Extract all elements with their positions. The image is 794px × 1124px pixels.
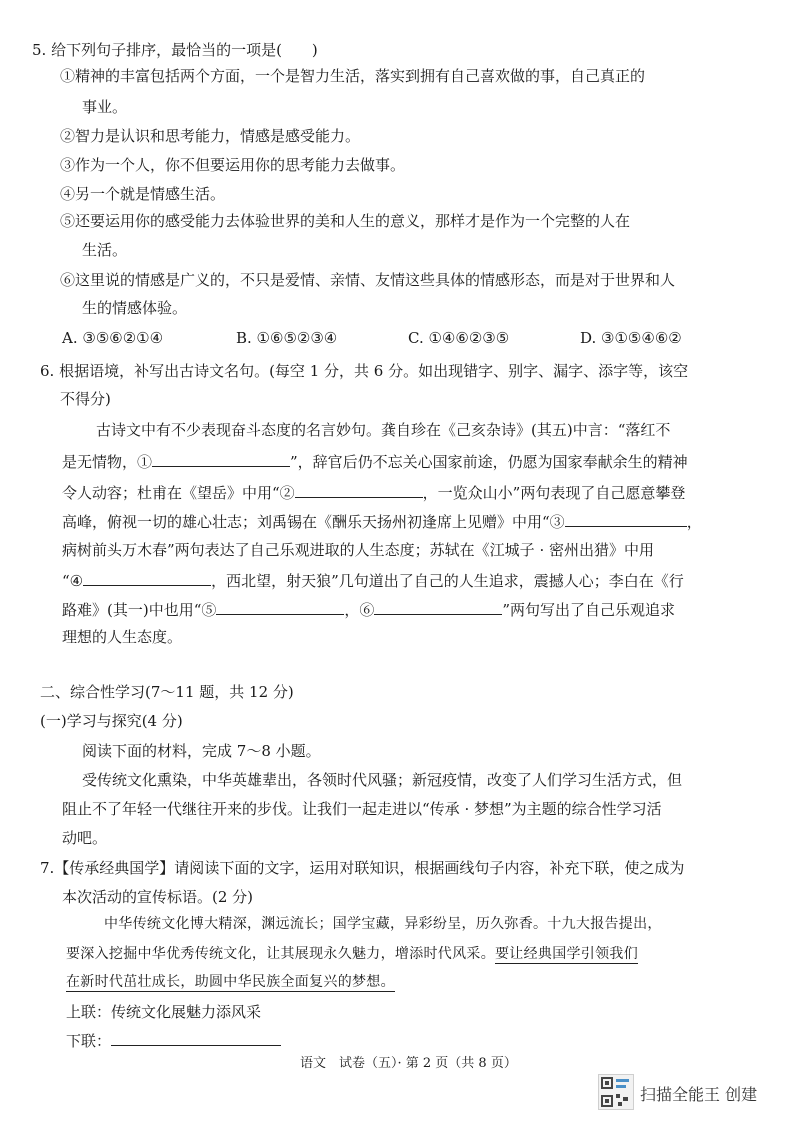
q5-option-c: C. ①④⑥②③⑤ (408, 329, 510, 347)
q5-sentence-5: ⑤还要运用你的感受能力去体验世界的美和人生的意义，那样才是作为一个完整的人在 (60, 212, 631, 230)
scanner-logo-icon (598, 1074, 634, 1110)
q7-lower-label: 下联： (66, 1032, 112, 1050)
q5-sentence-6-cont: 生的情感体验。 (82, 299, 188, 317)
q6-stem: 6. 根据语境，补写出古诗文名句。(每空 1 分，共 6 分。如出现错字、别字、漏字、添字等，该空 (40, 362, 689, 380)
q6-text: ，一览众山小”两句表现了自己愿意攀登 (422, 484, 686, 502)
q7-underlined-sentence: 要让经典国学引领我们 (495, 946, 638, 962)
q6-passage-line-6 (62, 569, 684, 591)
q6-stem-cont: 不得分) (60, 390, 111, 408)
page-footer: 语文 试卷（五）· 第 2 页（共 8 页） (300, 1056, 517, 1071)
q5-option-b: B. ①⑥⑤②③④ (236, 329, 338, 347)
q6-blank-1[interactable] (152, 450, 290, 467)
q6-text: 是无情物，① (62, 453, 153, 471)
material-line-1: 受传统文化熏染，中华英雄辈出，各领时代风骚；新冠疫情，改变了人们学习生活方式，但 (82, 771, 683, 789)
material-line-3: 动吧。 (62, 829, 108, 847)
q6-text: ”，辞官后仍不忘关心国家前途，仍愿为国家奉献余生的精神 (290, 453, 688, 471)
qr-icon (599, 1075, 633, 1109)
q7-text-line-1: 中华传统文化博大精深，渊远流长；国学宝藏，异彩纷呈，历久弥香。十九大报告提出， (104, 916, 662, 932)
q6-text: 令人动容；杜甫在《望岳》中用“② (62, 484, 295, 502)
section-2-title: 二、综合性学习(7～11 题，共 12 分) (40, 683, 294, 701)
q6-text: ， (686, 513, 702, 531)
q6-text: ，西北望，射天狼”几句道出了自己的人生追求，震撼人心；李白在《行 (211, 572, 684, 590)
q6-blank-5[interactable] (216, 598, 344, 615)
q7-stem: 7.【传承经典国学】请阅读下面的文字，运用对联知识，根据画线句子内容，补充下联，使之成为 (40, 859, 685, 877)
q5-option-d: D. ③①⑤④⑥② (580, 329, 682, 347)
q7-text-line-3 (66, 972, 395, 992)
q6-passage-line-3 (62, 481, 685, 503)
section-2-intro: 阅读下面的材料，完成 7～8 小题。 (82, 742, 321, 760)
q7-underlined-sentence-cont: 在新时代茁壮成长，助圆中华民族全面复兴的梦想。 (66, 974, 395, 990)
q6-blank-6[interactable] (374, 598, 502, 615)
q7-lower-blank[interactable] (111, 1029, 281, 1046)
q6-passage-line-2 (62, 450, 688, 472)
q7-lower-couplet (66, 1029, 281, 1051)
q7-upper-couplet: 上联：传统文化展魅力添风采 (66, 1003, 262, 1021)
q5-option-a: A. ③⑤⑥②①④ (62, 329, 164, 347)
q5-stem: 5. 给下列句子排序，最恰当的一项是( ) (32, 41, 318, 59)
q7-text-line-2 (66, 944, 638, 964)
section-2-subtitle: (一)学习与探究(4 分) (40, 712, 183, 730)
q5-sentence-5-cont: 生活。 (82, 241, 128, 259)
q5-sentence-1: ①精神的丰富包括两个方面，一个是智力生活，落实到拥有自己喜欢做的事，自己真正的 (60, 67, 646, 85)
q6-text: 路难》(其一)中也用“⑤ (62, 601, 217, 619)
q5-sentence-6: ⑥这里说的情感是广义的，不只是爱情、亲情、友情这些具体的情感形态，而是对于世界和人 (60, 271, 676, 289)
q6-blank-3[interactable] (565, 510, 687, 527)
q6-blank-4[interactable] (83, 569, 211, 586)
q6-text: ”两句写出了自己乐观追求 (502, 601, 676, 619)
q6-passage-line-5: 病树前头万木春”两句表达了自己乐观进取的人生态度；苏轼在《江城子 · 密州出猎》中用 (62, 541, 654, 559)
q6-passage-line-4 (62, 510, 702, 532)
q6-passage-line-1: 古诗文中有不少表现奋斗态度的名言妙句。龚自珍在《己亥杂诗》(其五)中言：“落红不 (96, 421, 671, 439)
q7-text: 要深入挖掘中华优秀传统文化，让其展现永久魅力，增添时代风采。 (66, 946, 495, 962)
q6-blank-2[interactable] (295, 481, 423, 498)
q6-text: 高峰，俯视一切的雄心壮志；刘禹锡在《酬乐天扬州初逢席上见赠》中用“③ (62, 513, 565, 531)
q5-sentence-1-cont: 事业。 (82, 98, 128, 116)
q5-sentence-4: ④另一个就是情感生活。 (60, 185, 226, 203)
q6-text: ，⑥ (344, 601, 375, 619)
scanner-watermark: 扫描全能王 创建 (640, 1085, 758, 1104)
q6-text: “④ (62, 572, 84, 590)
material-line-2: 阻止不了年轻一代继往开来的步伐。让我们一起走进以“传承 · 梦想”为主题的综合性学习活 (62, 800, 662, 818)
q5-sentence-2: ②智力是认识和思考能力，情感是感受能力。 (60, 127, 361, 145)
q6-passage-line-8: 理想的人生态度。 (62, 628, 183, 646)
q6-passage-line-7 (62, 598, 675, 620)
q5-sentence-3: ③作为一个人，你不但要运用你的思考能力去做事。 (60, 156, 406, 174)
q7-stem-cont: 本次活动的宣传标语。(2 分) (62, 888, 254, 906)
